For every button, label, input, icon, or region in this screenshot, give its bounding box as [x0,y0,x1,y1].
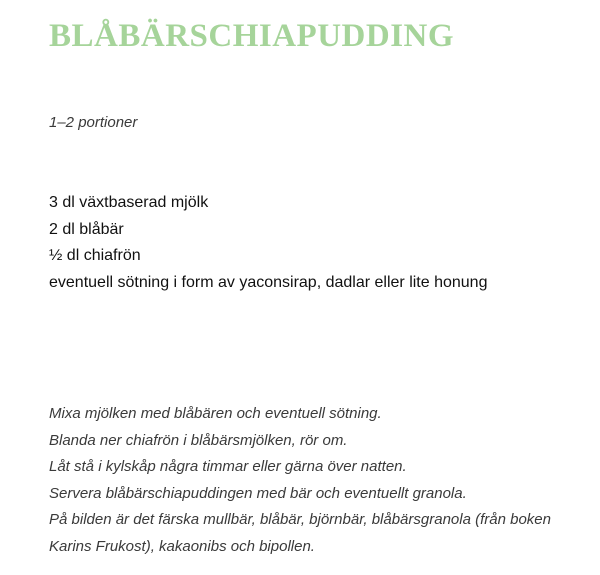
servings-text: 1–2 portioner [49,114,138,131]
ingredient-item: ½ dl chiafrön [49,247,141,264]
ingredient-item: 2 dl blåbär [49,220,124,238]
instruction-line: Blanda ner chiafrön i blåbärsmjölken, rör om. [49,431,348,449]
instruction-line: Servera blåbärschiapuddingen med bär och eventuellt granola. [49,484,467,502]
instruction-line: Mixa mjölken med blåbären och eventuell sötning. [49,405,382,422]
instruction-line: På bilden är det färska mullbär, blåbär, björnbär, blåbärsgranola (från boken [49,511,551,529]
recipe-title: BLÅBÄRSCHIAPUDDING [49,18,455,54]
instruction-line: Låt stå i kylskåp några timmar eller gärna över natten. [49,458,407,476]
ingredient-item: 3 dl växtbaserad mjölk [49,194,209,211]
instructions-text [49,401,589,561]
instruction-line: Karins Frukost), kakaonibs och bipollen. [49,537,315,555]
ingredient-list [49,190,487,296]
ingredient-item: eventuell sötning i form av yaconsirap, dadlar eller lite honung [49,273,488,291]
